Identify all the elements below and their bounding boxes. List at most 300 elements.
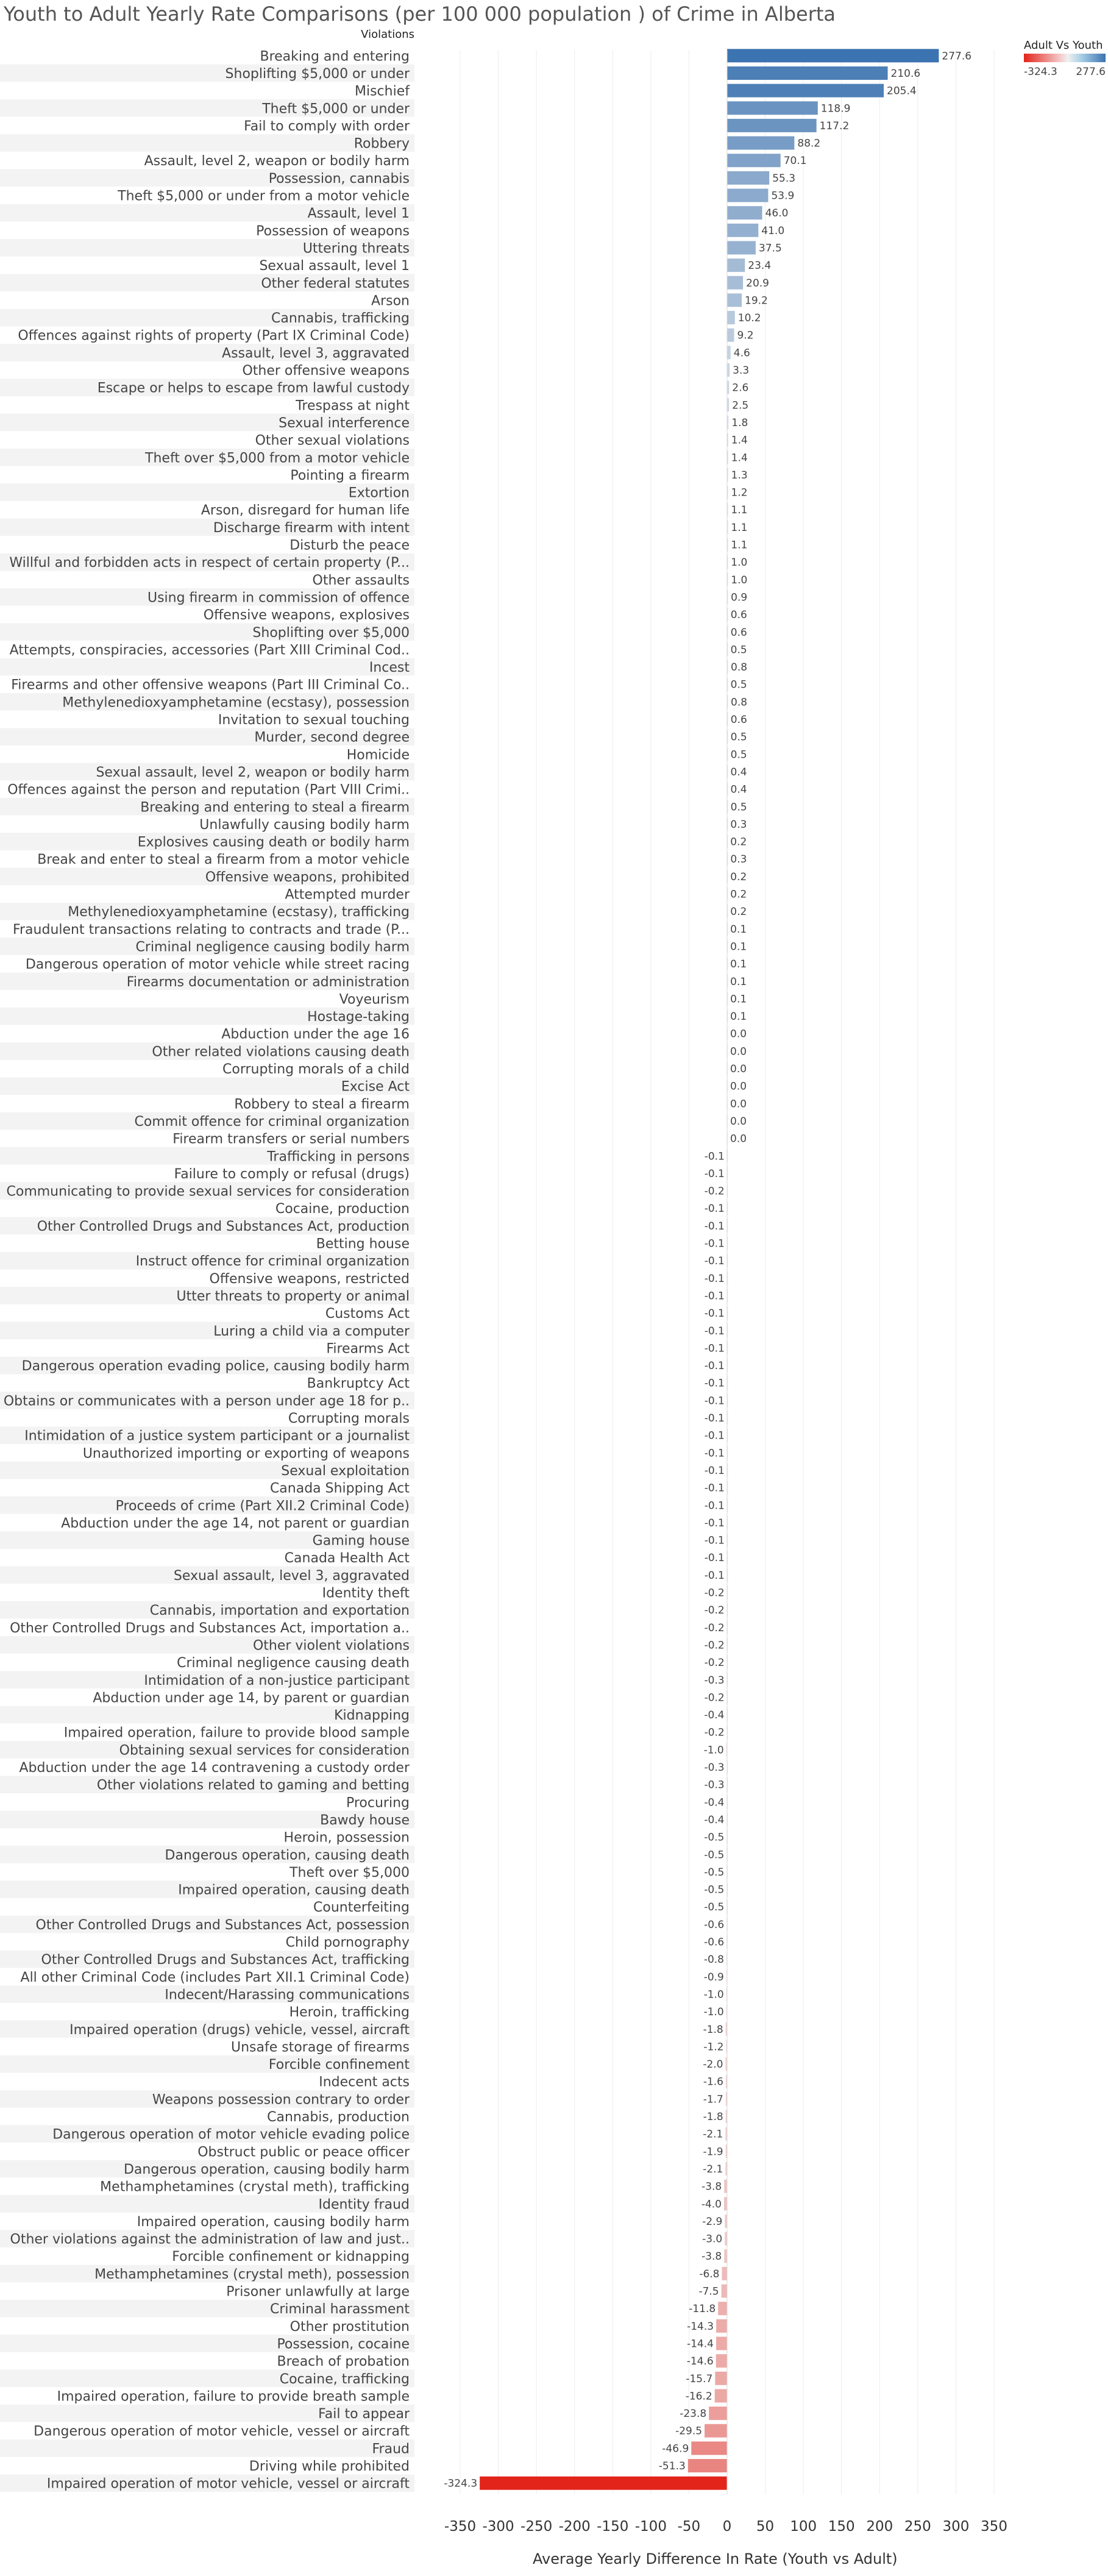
value-label: 53.9 — [771, 190, 795, 202]
category-label: Offensive weapons, prohibited — [205, 869, 410, 885]
category-label: Cannabis, importation and exportation — [149, 1603, 410, 1619]
category-label: Criminal negligence causing death — [177, 1656, 410, 1671]
category-label: Abduction under the age 16 — [221, 1026, 410, 1042]
bar — [727, 101, 818, 115]
category-label: Sexual assault, level 1 — [259, 258, 410, 274]
category-label: Pointing a firearm — [290, 468, 410, 483]
value-label: 0.0 — [730, 1133, 747, 1145]
value-label: 1.4 — [731, 452, 748, 464]
x-tick-label: -100 — [634, 2519, 667, 2535]
category-label: Dangerous operation, causing bodily harm — [123, 2161, 410, 2177]
bar — [716, 2354, 727, 2368]
x-tick-label: 350 — [981, 2519, 1007, 2535]
category-label: Sexual assault, level 2, weapon or bodily harm — [96, 764, 410, 780]
value-label: -0.1 — [704, 1500, 725, 1512]
value-label: -1.8 — [703, 2023, 723, 2036]
value-label: 1.8 — [731, 416, 748, 429]
value-label: 0.1 — [730, 1011, 747, 1023]
category-label: Methylenedioxyamphetamine (ecstasy), trafficking — [68, 905, 410, 920]
value-label: -0.2 — [704, 1692, 725, 1704]
value-label: -0.1 — [704, 1429, 725, 1442]
bar — [727, 154, 781, 167]
value-label: 0.0 — [730, 1045, 747, 1058]
value-label: -0.5 — [704, 1831, 725, 1844]
x-tick-label: 200 — [866, 2519, 893, 2535]
value-label: 1.1 — [731, 521, 748, 534]
category-label: Dangerous operation of motor vehicle evading police — [52, 2127, 410, 2143]
category-label: Uttering threats — [302, 241, 410, 257]
value-label: 0.5 — [730, 801, 747, 814]
value-label: 0.1 — [730, 941, 747, 953]
value-label: 0.5 — [730, 678, 747, 691]
value-label: 0.6 — [730, 609, 747, 622]
category-label: Assault, level 3, aggravated — [222, 346, 410, 361]
category-label: Impaired operation, failure to provide breath sample — [57, 2389, 410, 2405]
value-label: 55.3 — [772, 172, 796, 185]
category-label: Firearms Act — [326, 1341, 410, 1357]
category-label: Forcible confinement — [268, 2057, 410, 2073]
value-label: -0.1 — [704, 1342, 725, 1355]
category-label: Dangerous operation evading police, causing bodily harm — [21, 1359, 410, 1375]
value-label: 1.0 — [731, 574, 748, 586]
category-label: Criminal harassment — [269, 2302, 410, 2318]
value-label: 23.4 — [748, 260, 772, 272]
value-label: 0.1 — [730, 975, 747, 988]
value-label: -2.9 — [702, 2215, 723, 2228]
category-label: Methamphetamines (crystal meth), trafficking — [100, 2179, 410, 2195]
value-label: 0.0 — [730, 1028, 747, 1041]
category-label: Offences against rights of property (Part IX Criminal Code) — [18, 328, 410, 344]
value-label: -15.7 — [686, 2372, 713, 2385]
category-label: Indecent acts — [319, 2074, 410, 2090]
x-tick-label: -350 — [444, 2519, 477, 2535]
bar — [724, 2180, 727, 2193]
category-label: Dangerous operation of motor vehicle, vessel or aircraft — [34, 2424, 410, 2439]
value-label: -14.3 — [687, 2320, 714, 2333]
category-label: Incest — [369, 660, 410, 676]
value-label: 1.1 — [731, 539, 748, 552]
category-label: Offences against the person and reputation (Part VIII Crimi.. — [7, 782, 410, 798]
category-label: Heroin, trafficking — [289, 2005, 410, 2021]
value-label: -1.6 — [703, 2076, 723, 2088]
value-label: -0.2 — [704, 1185, 725, 1198]
row-band — [0, 658, 414, 676]
bar — [722, 2285, 727, 2298]
bar — [727, 276, 743, 290]
category-label: Impaired operation, causing bodily harm — [137, 2214, 410, 2230]
value-label: 1.3 — [731, 469, 748, 482]
x-axis-title: Average Yearly Difference In Rate (Youth vs Adult) — [533, 2550, 898, 2567]
value-label: 0.8 — [731, 661, 748, 674]
category-label: Intimidation of a non-justice participant — [144, 1673, 410, 1688]
bar — [727, 119, 817, 132]
value-label: 10.2 — [737, 312, 761, 325]
bar — [718, 2302, 727, 2315]
category-label: Impaired operation of motor vehicle, vessel or aircraft — [46, 2476, 410, 2492]
bar — [727, 84, 884, 98]
category-label: Methylenedioxyamphetamine (ecstasy), possession — [62, 695, 410, 711]
value-label: -0.2 — [704, 1621, 725, 1634]
bar — [727, 206, 762, 219]
x-tick-label: -50 — [677, 2519, 701, 2535]
category-label: Theft over $5,000 — [289, 1865, 410, 1880]
category-label: Bankruptcy Act — [307, 1376, 410, 1392]
category-label: Using firearm in commission of offence — [147, 590, 410, 606]
value-label: -0.1 — [704, 1308, 725, 1320]
value-label: -0.2 — [704, 1604, 725, 1617]
category-label: Customs Act — [325, 1306, 410, 1322]
category-label: Breaking and entering to steal a firearm — [140, 800, 410, 816]
category-label: Offensive weapons, explosives — [203, 608, 410, 624]
category-label: Other offensive weapons — [242, 363, 410, 379]
bar — [480, 2477, 727, 2490]
x-tick-label: -300 — [482, 2519, 514, 2535]
bar — [725, 2232, 727, 2246]
value-label: -0.1 — [704, 1395, 725, 1407]
category-label: Discharge firearm with intent — [213, 520, 410, 536]
category-label: Forcible confinement or kidnapping — [172, 2249, 410, 2265]
legend-title: Adult Vs Youth — [1024, 39, 1103, 52]
category-label: Hostage-taking — [307, 1009, 410, 1025]
value-label: -0.1 — [704, 1412, 725, 1425]
category-label: Dangerous operation of motor vehicle while street racing — [25, 957, 410, 973]
value-label: 0.6 — [730, 714, 747, 727]
value-label: 4.6 — [733, 347, 750, 360]
category-label: Abduction under the age 14, not parent or guardian — [61, 1515, 410, 1531]
category-label: Sexual assault, level 3, aggravated — [173, 1568, 410, 1584]
legend-min-label: -324.3 — [1024, 66, 1057, 78]
value-label: -4.0 — [701, 2198, 722, 2211]
value-label: 0.0 — [730, 1063, 747, 1076]
category-label: Willful and forbidden acts in respect of certain property (P... — [9, 555, 410, 571]
category-label: Kidnapping — [334, 1708, 410, 1724]
violations-column-header: Violations — [361, 28, 414, 41]
value-label: -0.1 — [704, 1517, 725, 1529]
value-label: -0.1 — [704, 1203, 725, 1215]
value-label: 0.2 — [730, 888, 747, 901]
category-label: Other Controlled Drugs and Substances Act, importation a.. — [10, 1620, 410, 1636]
value-label: 0.0 — [730, 1080, 747, 1093]
bar — [727, 293, 742, 307]
value-label: -0.1 — [704, 1150, 725, 1163]
bar — [716, 2336, 727, 2350]
value-label: 0.1 — [730, 923, 747, 936]
x-tick-label: 100 — [790, 2519, 817, 2535]
category-label: Obtains or communicates with a person under age 18 for p.. — [3, 1393, 410, 1409]
category-label: Voyeurism — [339, 992, 410, 1008]
value-label: 0.4 — [730, 766, 747, 778]
value-label: -2.1 — [703, 2163, 723, 2176]
bar — [709, 2407, 727, 2420]
value-label: 0.4 — [730, 783, 747, 796]
category-label: Indecent/Harassing communications — [165, 1987, 410, 2003]
category-label: Theft $5,000 or under from a motor vehicle — [118, 188, 410, 204]
category-label: Other prostitution — [289, 2319, 410, 2335]
value-label: 0.0 — [730, 1115, 747, 1128]
category-label: Corrupting morals — [288, 1411, 410, 1427]
value-label: 70.1 — [783, 155, 807, 168]
value-label: -14.6 — [686, 2355, 714, 2368]
category-label: Trespass at night — [296, 398, 410, 414]
value-label: 3.3 — [733, 365, 750, 377]
bar — [725, 2215, 727, 2228]
category-label: Offensive weapons, restricted — [209, 1271, 410, 1287]
category-label: Assault, level 2, weapon or bodily harm — [144, 154, 410, 169]
value-label: -0.2 — [704, 1639, 725, 1652]
chart-title: Youth to Adult Yearly Rate Comparisons (per 100 000 population ) of Crime in Alberta — [4, 2, 836, 26]
category-label: Other assaults — [312, 572, 410, 588]
value-label: 1.2 — [731, 486, 748, 499]
category-label: Invitation to sexual touching — [218, 713, 410, 728]
value-label: -0.4 — [704, 1796, 725, 1809]
value-label: -0.1 — [704, 1237, 725, 1250]
bar — [727, 329, 734, 342]
bar — [727, 224, 758, 237]
value-label: -0.1 — [704, 1569, 725, 1582]
value-label: -1.0 — [703, 2006, 724, 2019]
bar — [727, 363, 730, 377]
category-label: Arson — [371, 293, 410, 309]
value-label: -0.4 — [704, 1709, 725, 1722]
value-label: -0.1 — [704, 1255, 725, 1268]
value-label: -1.0 — [703, 1988, 724, 2001]
value-label: 277.6 — [942, 50, 972, 63]
value-label: 1.4 — [731, 434, 748, 447]
bar — [691, 2441, 727, 2455]
category-label: Luring a child via a computer — [213, 1323, 410, 1339]
category-label: Heroin, possession — [283, 1830, 410, 1846]
value-label: -1.0 — [703, 1744, 724, 1757]
value-label: -29.5 — [675, 2425, 703, 2438]
x-tick-label: -150 — [597, 2519, 629, 2535]
category-label: Firearm transfers or serial numbers — [172, 1131, 410, 1147]
value-label: -0.1 — [704, 1447, 725, 1460]
category-label: Obtaining sexual services for consideration — [119, 1743, 410, 1759]
category-label: Identity theft — [322, 1585, 410, 1601]
value-label: -0.5 — [704, 1866, 725, 1879]
value-label: 117.2 — [819, 119, 850, 132]
category-label: Prisoner unlawfully at large — [226, 2284, 410, 2300]
category-label: Possession, cannabis — [268, 171, 410, 187]
bar — [727, 346, 731, 359]
category-label: Unauthorized importing or exporting of weapons — [82, 1446, 410, 1462]
category-label: Fail to appear — [318, 2407, 410, 2422]
value-label: 46.0 — [765, 207, 789, 220]
value-label: -2.1 — [703, 2128, 723, 2141]
bar — [727, 241, 756, 254]
x-tick-label: -200 — [558, 2519, 591, 2535]
bar — [727, 171, 769, 185]
value-label: -1.7 — [703, 2093, 723, 2106]
value-label: -0.9 — [703, 1971, 724, 1984]
value-label: -1.8 — [703, 2111, 723, 2124]
value-label: -0.6 — [704, 1936, 725, 1949]
category-label: Failure to comply or refusal (drugs) — [174, 1166, 410, 1182]
category-label: Other sexual violations — [255, 433, 410, 449]
category-label: Other Controlled Drugs and Substances Act, trafficking — [41, 1952, 410, 1968]
category-label: Gaming house — [312, 1533, 410, 1549]
category-label: Possession of weapons — [256, 223, 410, 239]
category-label: Abduction under age 14, by parent or guardian — [93, 1690, 410, 1706]
value-label: 0.2 — [730, 870, 747, 883]
value-label: 9.2 — [737, 329, 754, 342]
value-label: 0.5 — [730, 749, 747, 761]
value-label: -0.1 — [704, 1464, 725, 1477]
category-label: Cannabis, trafficking — [271, 311, 410, 327]
category-label: Unsafe storage of firearms — [230, 2040, 410, 2055]
category-label: Driving while prohibited — [249, 2459, 410, 2475]
category-label: Other federal statutes — [261, 276, 410, 291]
value-label: -0.3 — [704, 1779, 725, 1791]
bar — [722, 2267, 727, 2280]
value-label: 0.2 — [730, 836, 747, 849]
category-label: Sexual interference — [279, 415, 410, 431]
category-label: Proceeds of crime (Part XII.2 Criminal Code) — [115, 1498, 410, 1514]
category-label: Shoplifting over $5,000 — [252, 625, 410, 641]
value-label: -0.1 — [704, 1360, 725, 1373]
value-label: 0.1 — [730, 993, 747, 1006]
category-label: Child pornography — [285, 1935, 410, 1951]
value-label: -51.3 — [658, 2460, 686, 2473]
category-label: Shoplifting $5,000 or under — [225, 66, 410, 82]
x-tick-label: 50 — [756, 2519, 775, 2535]
value-label: -2.0 — [703, 2058, 723, 2071]
x-tick-label: 0 — [722, 2519, 732, 2535]
category-label: Counterfeiting — [313, 1900, 410, 1916]
row-band — [0, 2439, 414, 2457]
value-label: 88.2 — [797, 137, 821, 150]
value-label: -0.1 — [704, 1220, 725, 1233]
category-label: Other related violations causing death — [152, 1044, 410, 1060]
category-label: Impaired operation, causing death — [178, 1882, 410, 1898]
category-label: Possession, cocaine — [277, 2336, 410, 2352]
value-label: 0.5 — [730, 731, 747, 744]
bar — [727, 66, 888, 80]
value-label: 2.6 — [732, 382, 749, 394]
category-label: Firearms documentation or administration — [126, 974, 410, 990]
category-label: Homicide — [346, 747, 410, 763]
bar — [724, 2197, 727, 2210]
value-label: -6.8 — [699, 2268, 720, 2280]
category-label: Intimidation of a justice system participant or a journalist — [24, 1428, 410, 1444]
value-label: -46.9 — [662, 2443, 689, 2455]
value-label: 1.1 — [731, 504, 748, 517]
value-label: -0.1 — [704, 1534, 725, 1547]
category-label: Cocaine, production — [275, 1201, 410, 1217]
value-label: 20.9 — [746, 277, 770, 290]
category-label: Disturb the peace — [289, 538, 410, 553]
category-label: Breaking and entering — [260, 49, 410, 65]
category-label: Bawdy house — [320, 1812, 410, 1828]
bar — [716, 2319, 727, 2333]
category-label: Sexual exploitation — [281, 1463, 410, 1479]
category-label: Trafficking in persons — [267, 1149, 410, 1165]
category-label: Other violent violations — [252, 1638, 410, 1654]
category-label: Commit offence for criminal organization — [134, 1114, 410, 1130]
value-label: 2.5 — [732, 399, 749, 412]
bar — [727, 49, 939, 62]
category-label: Firearms and other offensive weapons (Part III Criminal Co.. — [11, 677, 410, 693]
category-label: Impaired operation (drugs) vehicle, vessel, aircraft — [69, 2022, 410, 2038]
value-label: -1.2 — [703, 2041, 724, 2054]
value-label: 0.1 — [730, 958, 747, 971]
category-label: Other violations against the administration of law and just.. — [10, 2232, 410, 2247]
value-label: -0.2 — [704, 1726, 725, 1739]
value-label: 210.6 — [890, 67, 921, 80]
category-label: Communicating to provide sexual services for consideration — [6, 1184, 410, 1200]
category-label: Dangerous operation, causing death — [165, 1848, 410, 1863]
category-label: Utter threats to property or animal — [176, 1289, 410, 1304]
category-label: Methamphetamines (crystal meth), possession — [94, 2266, 410, 2282]
category-label: Weapons possession contrary to order — [152, 2092, 410, 2108]
category-label: Fail to comply with order — [244, 118, 410, 134]
value-label: 0.9 — [731, 591, 748, 604]
bar — [727, 258, 745, 272]
category-label: Fraud — [372, 2441, 410, 2457]
category-label: Canada Shipping Act — [269, 1481, 410, 1496]
value-label: 205.4 — [887, 85, 917, 98]
category-label: Betting house — [316, 1236, 410, 1252]
category-label: Fraudulent transactions relating to contracts and trade (P... — [12, 922, 410, 938]
category-label: Robbery — [353, 136, 410, 152]
value-label: -0.1 — [704, 1290, 725, 1303]
category-label: Procuring — [346, 1795, 410, 1811]
category-label: Criminal negligence causing bodily harm — [135, 939, 410, 955]
bar — [715, 2372, 727, 2385]
value-label: 1.0 — [731, 557, 748, 569]
category-label: Other violations related to gaming and betting — [96, 1777, 410, 1793]
value-label: -0.1 — [704, 1482, 725, 1495]
value-label: 19.2 — [745, 294, 768, 307]
value-label: -324.3 — [444, 2477, 478, 2490]
category-label: Unlawfully causing bodily harm — [199, 817, 410, 833]
value-label: -0.1 — [704, 1325, 725, 1337]
value-label: -1.9 — [703, 2146, 723, 2158]
x-tick-label: 250 — [904, 2519, 931, 2535]
row-band — [0, 134, 414, 152]
legend-max-label: 277.6 — [1076, 66, 1106, 78]
category-label: Assault, level 1 — [307, 206, 410, 222]
value-label: -0.1 — [704, 1377, 725, 1390]
category-label: Corrupting morals of a child — [222, 1062, 410, 1078]
x-tick-label: 150 — [828, 2519, 855, 2535]
category-label: Theft over $5,000 from a motor vehicle — [145, 450, 410, 466]
value-label: -0.5 — [704, 1849, 725, 1862]
value-label: -0.8 — [703, 1954, 724, 1966]
value-label: 118.9 — [820, 102, 851, 115]
value-label: -0.1 — [704, 1552, 725, 1565]
value-label: -23.8 — [680, 2408, 707, 2421]
value-label: 0.8 — [731, 696, 748, 709]
category-label: Murder, second degree — [254, 730, 410, 745]
value-label: -3.8 — [701, 2250, 722, 2263]
value-label: 0.6 — [730, 626, 747, 639]
category-label: Theft $5,000 or under — [262, 101, 410, 117]
value-label: -16.2 — [685, 2390, 712, 2403]
value-label: 0.2 — [730, 906, 747, 919]
value-label: 0.0 — [730, 1098, 747, 1111]
bar — [715, 2389, 727, 2402]
value-label: 0.5 — [730, 644, 747, 656]
category-label: Arson, disregard for human life — [201, 503, 410, 519]
bar — [705, 2424, 727, 2438]
category-label: All other Criminal Code (includes Part XII.1 Criminal Code) — [20, 1969, 410, 1985]
value-label: 0.3 — [730, 853, 747, 866]
category-label: Escape or helps to escape from lawful custody — [97, 380, 410, 396]
value-label: -14.4 — [686, 2338, 714, 2350]
value-label: 0.3 — [730, 818, 747, 831]
value-label: -0.2 — [704, 1657, 725, 1670]
